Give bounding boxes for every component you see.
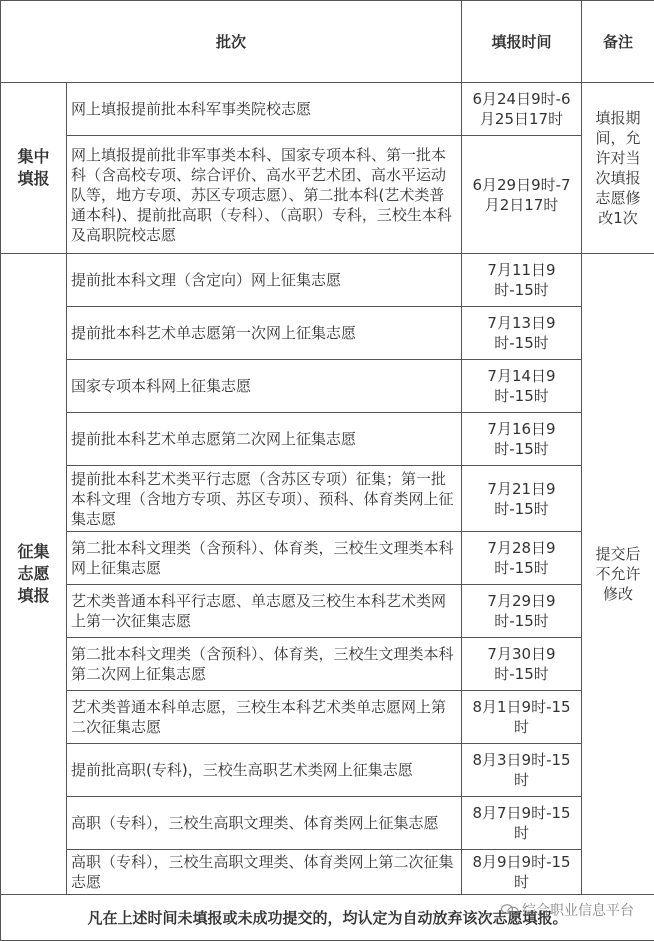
table-row <box>1 136 654 254</box>
footer-note-cell <box>1 895 654 941</box>
header-time: 填报时间 <box>462 1 582 83</box>
time-cell: 8月7日9时-15时 <box>462 797 582 850</box>
table-row <box>1 744 654 797</box>
footer-row <box>1 895 654 941</box>
batch-cell: 第二批本科文理类（含预科）、体育类，三校生文理类本科网上征集志愿 <box>67 532 462 585</box>
note-concentrated: 填报期间，允许对当次填报志愿修改1次 <box>582 83 654 254</box>
table-row <box>1 797 654 850</box>
batch-cell: 提前批本科文理（含定向）网上征集志愿 <box>67 254 462 307</box>
batch-cell: 高职（专科），三校生高职文理类、体育类网上征集志愿 <box>67 797 462 850</box>
table-row <box>1 850 654 895</box>
time-cell: 6月29日9时-7月2日17时 <box>462 136 582 254</box>
batch-cell: 第二批本科文理类（含预科）、体育类，三校生文理类本科第二次网上征集志愿 <box>67 638 462 691</box>
batch-cell: 提前批本科艺术类平行志愿（含苏区专项）征集；第一批本科文理（含地方专项、苏区专项）、预科、体育类网上征集志愿 <box>67 466 462 532</box>
table-row <box>1 532 654 585</box>
table-row <box>1 585 654 638</box>
time-cell: 7月13日9时-15时 <box>462 307 582 360</box>
time-cell: 7月16日9时-15时 <box>462 413 582 466</box>
time-cell: 7月30日9时-15时 <box>462 638 582 691</box>
table-row <box>1 413 654 466</box>
batch-cell: 艺术类普通本科平行志愿、单志愿及三校生本科艺术类网上第一次征集志愿 <box>67 585 462 638</box>
header-note: 备注 <box>582 1 654 83</box>
table-row <box>1 638 654 691</box>
time-cell: 7月11日9时-15时 <box>462 254 582 307</box>
table-row <box>1 360 654 413</box>
header-row <box>1 1 654 83</box>
table-row <box>1 691 654 744</box>
batch-cell: 网上填报提前批本科军事类院校志愿 <box>67 83 462 136</box>
time-cell: 8月3日9时-15时 <box>462 744 582 797</box>
watermark <box>501 901 634 921</box>
time-cell: 8月1日9时-15时 <box>462 691 582 744</box>
category-supplementary: 征集志愿填报 <box>1 254 67 895</box>
category-concentrated: 集中填报 <box>1 83 67 254</box>
table-row <box>1 254 654 307</box>
table-row <box>1 83 654 136</box>
time-cell: 7月21日9时-15时 <box>462 466 582 532</box>
table-row <box>1 466 654 532</box>
batch-cell: 提前批本科艺术单志愿第二次网上征集志愿 <box>67 413 462 466</box>
time-cell: 8月9日9时-15时 <box>462 850 582 895</box>
time-cell: 6月24日9时-6月25日17时 <box>462 83 582 136</box>
batch-cell: 网上填报提前批非军事类本科、国家专项本科、第一批本科（含高校专项、综合评价、高水平艺术团、高水平运动队等，地方专项、苏区专项志愿）、第二批本科(艺术类普通本科)、提前批高职（专科）、（高职）专科，三校生本科及高职院校志愿 <box>67 136 462 254</box>
note-supplementary: 提交后不允许修改 <box>582 254 654 895</box>
watermark-text: 综合职业信息平台 <box>522 903 634 919</box>
batch-cell: 提前批本科艺术单志愿第一次网上征集志愿 <box>67 307 462 360</box>
batch-cell: 艺术类普通本科单志愿，三校生本科艺术类单志愿网上第二次征集志愿 <box>67 691 462 744</box>
header-batch: 批次 <box>1 1 462 83</box>
batch-cell: 国家专项本科网上征集志愿 <box>67 360 462 413</box>
time-cell: 7月28日9时-15时 <box>462 532 582 585</box>
batch-cell: 高职（专科），三校生高职文理类、体育类网上第二次征集志愿 <box>67 850 462 895</box>
time-cell: 7月29日9时-15时 <box>462 585 582 638</box>
time-cell: 7月14日9时-15时 <box>462 360 582 413</box>
batch-cell: 提前批高职(专科)，三校生高职艺术类网上征集志愿 <box>67 744 462 797</box>
footer-note: 凡在上述时间未填报或未成功提交的，均认定为自动放弃该次志愿填报。 <box>88 909 568 927</box>
wechat-bubble-icon <box>501 904 519 916</box>
table-row <box>1 307 654 360</box>
